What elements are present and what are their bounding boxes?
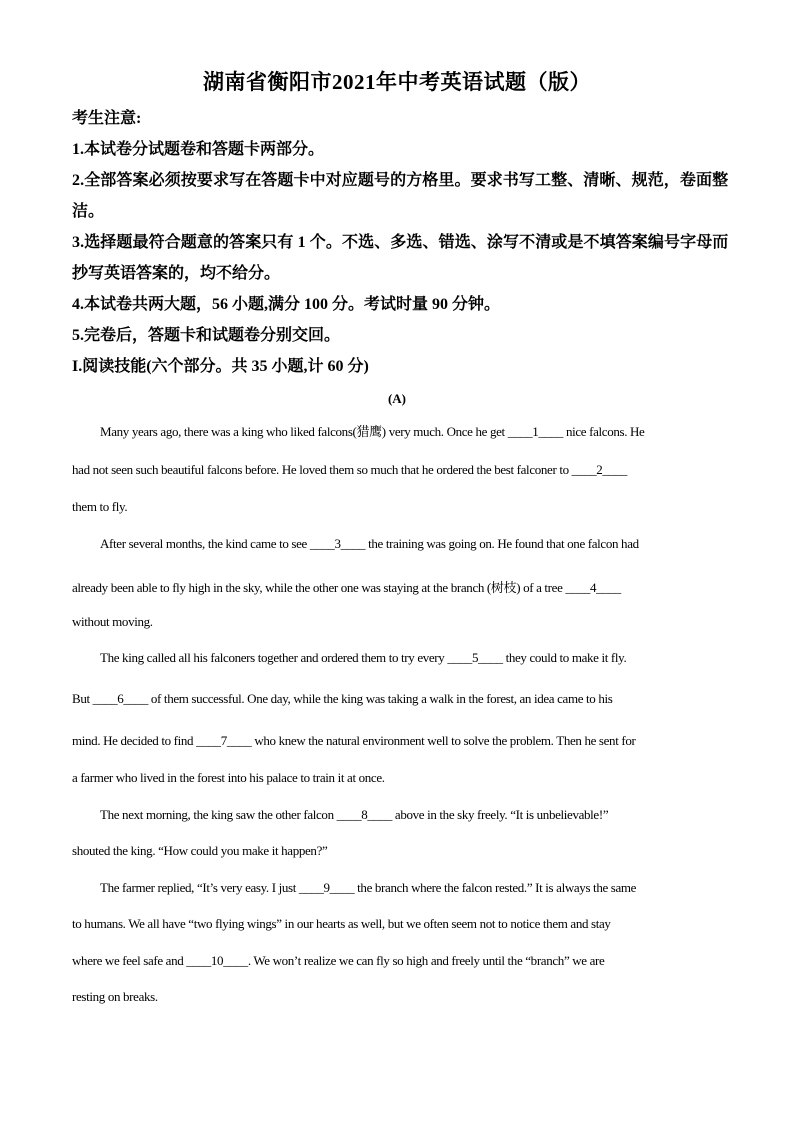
answer-blank: ____2____ <box>571 462 628 477</box>
part-label: (A) <box>387 391 407 406</box>
passage-line: Many years ago, there was a king who liked falcons(猎鹰) very much. Once he get ____1____ nice falcons. He <box>100 424 645 439</box>
answer-blank: ____8____ <box>336 807 392 822</box>
passage-line: without moving. <box>72 614 153 629</box>
passage-line: resting on breaks. <box>72 989 158 1004</box>
answer-blank: ____9____ <box>298 880 355 895</box>
passage-line: shouted the king. “How could you make it happen?” <box>72 843 328 858</box>
answer-blank: ____10____ <box>186 953 248 968</box>
passage-line: them to fly. <box>72 499 128 514</box>
answer-blank: ____7____ <box>196 733 252 748</box>
passage-line: The farmer replied, “It’s very easy. I just ____9____ the branch where the falcon rested.” It is always the same <box>100 880 637 895</box>
passage-line: After several months, the kind came to see ____3____ the training was going on. He found that one falcon had <box>100 536 639 551</box>
note-item: 5.完卷后，答题卡和试题卷分别交回。 <box>72 327 341 344</box>
answer-blank: ____1____ <box>507 424 564 439</box>
passage-line: mind. He decided to find ____7____ who knew the natural environment well to solve the problem. Then he sent for <box>72 733 636 748</box>
passage-line: The king called all his falconers together and ordered them to try every ____5____ they could to make it fly. <box>100 650 627 665</box>
note-item: 抄写英语答案的，均不给分。 <box>72 265 281 282</box>
exam-instructions <box>72 103 732 382</box>
answer-blank: ____4____ <box>565 580 621 595</box>
page-title: 湖南省衡阳市2021年中考英语试题（版） <box>203 70 591 94</box>
section-heading: I.阅读技能(六个部分。共 35 小题,计 60 分) <box>72 358 369 375</box>
notes-heading: 考生注意: <box>72 110 142 127</box>
passage-line: a farmer who lived in the forest into his palace to train it at once. <box>72 770 385 785</box>
note-item: 1.本试卷分试题卷和答题卡两部分。 <box>72 141 325 158</box>
note-item: 3.选择题最符合题意的答案只有 1 个。不选、多选、错选、涂写不清或是不填答案编号字母而 <box>72 234 729 251</box>
passage-line: to humans. We all have “two flying wings” in our hearts as well, but we often seem not to notice them and stay <box>72 916 611 931</box>
passage-line: already been able to fly high in the sky, while the other one was staying at the branch (树枝) of a tree ____4____ <box>72 580 621 595</box>
passage-line: The next morning, the king saw the other falcon ____8____ above in the sky freely. “It is unbelievable!” <box>100 807 609 822</box>
note-item: 4.本试卷共两大题，56 小题,满分 100 分。考试时量 90 分钟。 <box>72 296 501 313</box>
answer-blank: ____5____ <box>447 650 503 665</box>
note-item: 2.全部答案必须按要求写在答题卡中对应题号的方格里。要求书写工整、清晰、规范，卷面整 <box>72 172 729 189</box>
answer-blank: ____3____ <box>309 536 366 551</box>
passage-line: had not seen such beautiful falcons before. He loved them so much that he ordered the best falconer to ____2____ <box>72 462 628 477</box>
answer-blank: ____6____ <box>92 691 148 706</box>
note-item: 洁。 <box>72 203 105 220</box>
passage-line: But ____6____ of them successful. One day, while the king was taking a walk in the forest, an idea came to his <box>72 691 613 706</box>
passage-line: where we feel safe and ____10____. We won’t realize we can fly so high and freely until the “branch” we are <box>72 953 605 968</box>
